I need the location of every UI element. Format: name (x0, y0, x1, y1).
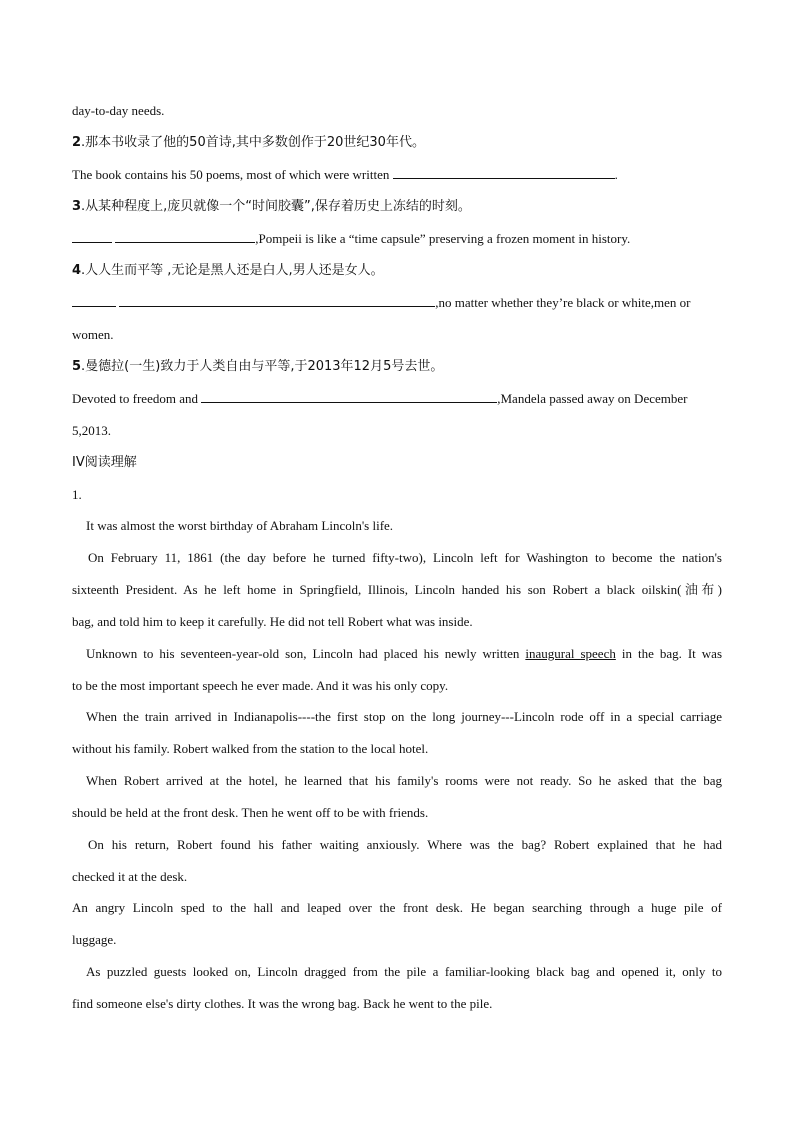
q3-answer-blank-2[interactable] (115, 231, 255, 243)
q5-answer-blank[interactable] (201, 391, 497, 403)
q2-english-before: The book contains his 50 poems, most of which were written (72, 167, 390, 182)
q2-english (72, 167, 722, 183)
section-title: IV阅读理解 (72, 455, 137, 470)
passage-p1: It was almost the worst birthday of Abraham Lincoln's life. (86, 518, 394, 533)
passage-p3-line1 (72, 646, 722, 662)
q2-number: 2 (72, 135, 82, 150)
q4-chinese (72, 263, 722, 279)
passage-p5-line1: When Robert arrived at the hotel, he learned that his family's rooms were not ready. So he asked that the bag (86, 773, 722, 788)
passage-p4-line2: without his family. Robert walked from the station to the local hotel. (72, 741, 429, 756)
passage-p3-before: Unknown to his seventeen-year-old son, Lincoln had placed his newly written (86, 646, 520, 661)
q3-english-after: ,Pompeii is like a “time capsule” preserving a frozen moment in history. (255, 231, 631, 246)
passage-p5-line2: should be held at the front desk. Then he went off to be with friends. (72, 805, 429, 820)
q5-english-continued: 5,2013. (72, 423, 111, 438)
passage-p6-line1: On his return, Robert found his father waiting anxiously. Where was the bag? Robert explained that he had (88, 837, 722, 852)
passage-p8-line2: find someone else's dirty clothes. It was the wrong bag. Back he went to the pile. (72, 996, 493, 1011)
q4-number: 4 (72, 263, 82, 278)
passage-p7-line2: luggage. (72, 932, 117, 947)
q4-english-continued: women. (72, 327, 114, 342)
q4-chinese-text: .人人生而平等 ,无论是黑人还是白人,男人还是女人。 (81, 263, 384, 278)
q5-chinese (72, 359, 722, 375)
passage-p7-line1: An angry Lincoln sped to the hall and leaped over the front desk. He began searching through a huge pile of (72, 900, 722, 915)
q4-answer-blank-2[interactable] (119, 295, 435, 307)
q4-answer-blank-1[interactable] (72, 295, 116, 307)
continuation-line: day-to-day needs. (72, 103, 165, 118)
q5-english (72, 391, 722, 407)
q2-chinese (72, 135, 722, 151)
q5-number: 5 (72, 359, 82, 374)
passage-p2-line2: sixteenth President. As he left home in Springfield, Illinois, Lincoln handed his son Robert a black oilskin(油布) (72, 582, 722, 597)
passage-p4-line1: When the train arrived in Indianapolis----the first stop on the long journey---Lincoln rode off in a special carriage (86, 709, 722, 724)
q3-english (72, 231, 722, 247)
passage-p2-line1: On February 11, 1861 (the day before he turned fifty-two), Lincoln left for Washington to become the nation's (88, 550, 722, 565)
q2-chinese-text: .那本书收录了他的50首诗,其中多数创作于20世纪30年代。 (81, 135, 425, 150)
document-page (72, 0, 722, 1123)
passage-number: 1. (72, 487, 82, 502)
q3-chinese (72, 199, 722, 215)
q3-number: 3 (72, 199, 82, 214)
inaugural-speech-underlined: inaugural speech (525, 646, 616, 661)
q4-english-after: ,no matter whether they’re black or white,men or (435, 295, 691, 310)
passage-p8-line1: As puzzled guests looked on, Lincoln dragged from the pile a familiar-looking black bag and opened it, only to (86, 964, 722, 979)
q5-chinese-text: .曼德拉(一生)致力于人类自由与平等,于2013年12月5号去世。 (81, 359, 444, 374)
passage-p3-line2: to be the most important speech he ever made. And it was his only copy. (72, 678, 449, 693)
q3-chinese-text: .从某种程度上,庞贝就像一个“时间胶囊”,保存着历史上冻结的时刻。 (81, 199, 471, 214)
q4-english (72, 295, 722, 311)
q5-english-after: ,Mandela passed away on December (497, 391, 688, 406)
passage-p2-line3: bag, and told him to keep it carefully. He did not tell Robert what was inside. (72, 614, 473, 629)
q2-english-after: . (614, 167, 618, 182)
passage-p3-after: in the bag. It was (621, 646, 723, 661)
q5-english-before: Devoted to freedom and (72, 391, 198, 406)
passage-p6-line2: checked it at the desk. (72, 869, 188, 884)
q2-answer-blank[interactable] (393, 167, 615, 179)
q3-answer-blank-1[interactable] (72, 231, 112, 243)
